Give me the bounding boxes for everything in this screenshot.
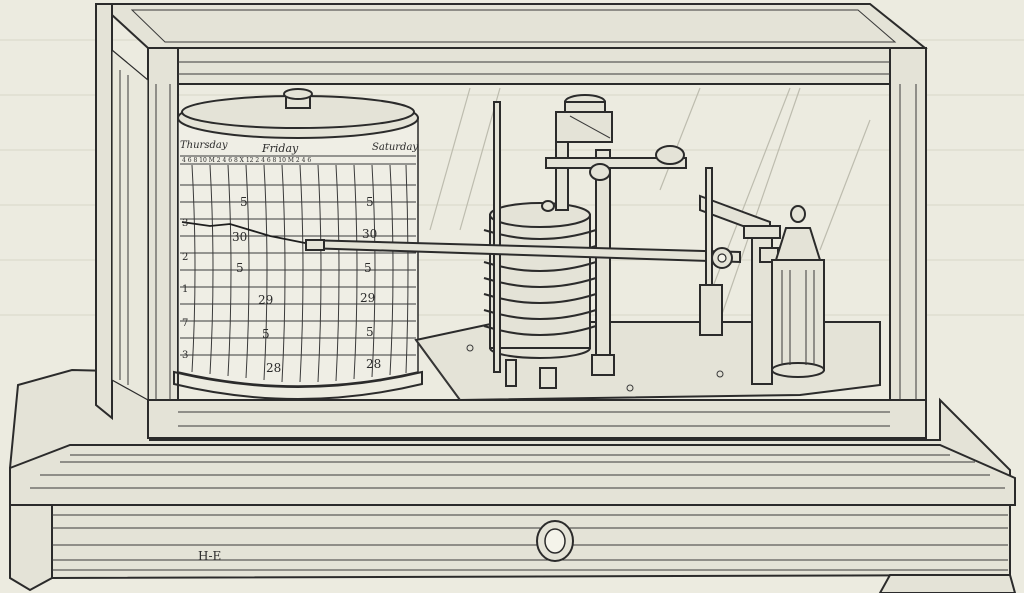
hour-markings: 4 6 8 10 M 2 4 6 8 X 12 2 4 6 8 10 M 2 4 6: [182, 157, 312, 164]
scale-right-2: 30: [362, 227, 378, 241]
scale-left-2: 30: [232, 230, 248, 244]
scale-left-6: 28: [266, 361, 282, 375]
day-label-friday: Friday: [262, 142, 299, 155]
engraver-mark: H-E: [198, 549, 222, 563]
edge-mark-3: 1: [182, 284, 189, 295]
edge-mark-1: 3: [182, 218, 189, 229]
edge-mark-5: 3: [182, 350, 189, 361]
day-label-thursday: Thursday: [180, 140, 228, 151]
scale-left-5: 5: [262, 327, 270, 341]
adjustment-screw: [546, 95, 686, 180]
scale-left-4: 29: [258, 293, 274, 307]
scale-right-1: 5: [366, 195, 374, 209]
scale-right-4: 29: [360, 291, 376, 305]
scale-left-1: 5: [240, 195, 248, 209]
scale-left-3: 5: [236, 261, 244, 275]
drawer-knob: [537, 521, 573, 561]
edge-mark-4: 7: [182, 318, 189, 329]
scale-right-6: 28: [366, 357, 382, 371]
edge-mark-2: 2: [182, 252, 189, 263]
scale-right-5: 5: [366, 325, 374, 339]
scale-right-3: 5: [364, 261, 372, 275]
day-label-saturday: Saturday: [372, 142, 419, 153]
